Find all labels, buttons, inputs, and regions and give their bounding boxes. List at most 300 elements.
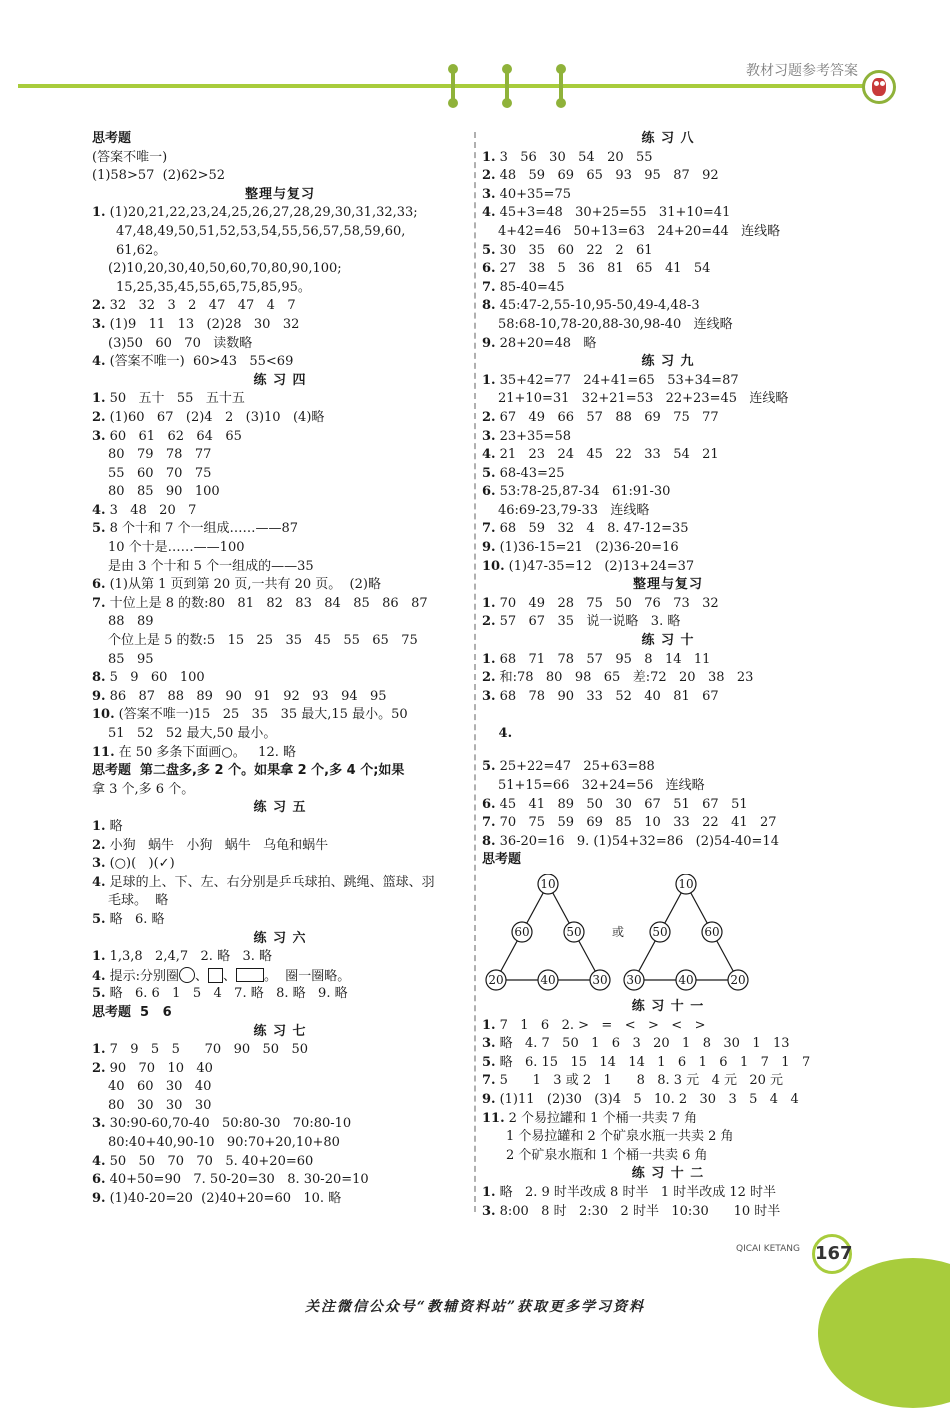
footer-brand: QICAI KETANG — [736, 1244, 800, 1254]
section-heading — [482, 576, 854, 595]
answer-line — [482, 428, 854, 447]
answer-line — [482, 1147, 854, 1166]
answer-text: 70 75 59 69 85 10 33 22 41 27 — [499, 815, 777, 831]
question-number: 10. — [92, 707, 115, 723]
answer-line — [482, 502, 854, 521]
triangle-b-left: 50 — [652, 924, 668, 939]
answer-line — [92, 576, 468, 595]
answer-text: 1,3,8 2,4,7 2. 略 3. 略 — [109, 949, 272, 965]
section-heading — [482, 130, 854, 149]
answer-text: 55 60 70 75 — [108, 465, 212, 481]
question-number: 11. — [482, 1110, 505, 1126]
question-number: 5. — [92, 986, 106, 1002]
answer-line — [92, 613, 468, 632]
answer-line — [92, 837, 468, 856]
answer-text: 60 61 62 64 65 — [109, 428, 242, 444]
answer-text: 86 87 88 89 90 91 92 93 94 95 — [109, 688, 387, 704]
answer-line — [482, 242, 854, 261]
answer-text: 练 习 四 — [253, 372, 307, 388]
answer-line — [482, 613, 854, 632]
answer-line — [482, 149, 854, 168]
question-number: 8. — [482, 298, 496, 314]
page-number: 167 — [812, 1234, 852, 1274]
question-number: 1. — [482, 595, 496, 611]
binder-pin-icon — [556, 64, 566, 108]
answer-line — [482, 409, 854, 428]
right-answer-column — [482, 130, 854, 1221]
section-heading — [92, 372, 468, 391]
answer-text: 61,62。 — [116, 242, 167, 258]
answer-line — [92, 818, 468, 837]
answer-text: 整理与复习 — [244, 186, 315, 202]
question-number: 7. — [482, 1073, 496, 1089]
answer-line — [92, 762, 468, 781]
answer-text: 68-43=25 — [499, 465, 565, 481]
answer-text: 21+10=31 32+21=53 22+23=45 连线略 — [498, 391, 789, 407]
answer-text: (答案不唯一)15 25 35 35 最大,15 最小。50 — [118, 707, 408, 723]
footer-decoration — [818, 1258, 950, 1408]
answer-text: 40+35=75 — [499, 186, 571, 202]
answer-line — [482, 279, 854, 298]
answer-line — [92, 651, 468, 670]
answer-line — [92, 1097, 468, 1116]
answer-text: 27 38 5 36 81 65 41 54 — [499, 261, 711, 277]
answer-text: 10 个十是……——100 — [108, 540, 245, 556]
triangle-a-left: 60 — [514, 924, 530, 939]
question-number: 3. — [482, 1036, 496, 1052]
answer-line — [92, 985, 468, 1004]
answer-text: 练 习 六 — [253, 930, 307, 946]
answer-line — [482, 335, 854, 354]
answer-text: 。 圈一圈略。 — [264, 968, 351, 984]
answer-line — [92, 669, 468, 688]
question-number: 1. — [482, 149, 496, 165]
answer-text: (1)从第 1 页到第 20 页,一共有 20 页。 (2)略 — [109, 577, 381, 593]
answer-text: 十位上是 8 的数:80 81 82 83 84 85 86 87 — [109, 595, 428, 611]
answer-text: 80:40+40,90-10 90:70+20,10+80 — [108, 1135, 340, 1151]
question-number: 1. — [482, 1184, 496, 1200]
question-number: 4. — [92, 968, 106, 984]
number-triangle-diagrams — [482, 874, 854, 998]
answer-line — [92, 279, 468, 298]
answer-text: 拿 3 个,多 6 个。 — [92, 781, 195, 797]
page-header-title: 教材习题参考答案 — [746, 63, 858, 79]
question-number: 2. — [92, 409, 106, 425]
answer-line — [482, 758, 854, 777]
answer-text: (答案不唯一) — [92, 149, 168, 165]
answer-line — [482, 1072, 854, 1091]
answer-line — [92, 446, 468, 465]
section-heading — [482, 1165, 854, 1184]
header-rule — [18, 84, 870, 88]
binder-pin-icon — [448, 64, 458, 108]
answer-line — [482, 814, 854, 833]
question-number: 7. — [482, 521, 496, 537]
question-number: 4. — [92, 502, 106, 518]
answer-text: 略 6. 6 1 5 4 7. 略 8. 略 9. 略 — [109, 986, 348, 1002]
answer-text: 35+42=77 24+41=65 53+34=87 — [499, 372, 739, 388]
question-number: 3. — [482, 688, 496, 704]
answer-text: 略 4. 7 50 1 6 3 20 1 8 30 1 13 — [499, 1036, 790, 1052]
question-number: 6. — [92, 1172, 106, 1188]
question-number: 1. — [92, 818, 106, 834]
question-number: 10. — [482, 558, 505, 574]
binder-pin-icon — [502, 64, 512, 108]
answer-line — [92, 335, 468, 354]
answer-line — [92, 204, 468, 223]
answer-text: 个位上是 5 的数:5 15 25 35 45 55 65 75 — [108, 633, 418, 649]
question-number: 7. — [92, 595, 106, 611]
question-number: 5. — [482, 242, 496, 258]
question-number: 9. — [92, 688, 106, 704]
answer-text: 85-40=45 — [499, 279, 565, 295]
answer-text: 思考题 5 6 — [92, 1004, 172, 1020]
question-number: 5. — [92, 911, 106, 927]
question-number: 2. — [482, 670, 496, 686]
answer-line — [482, 446, 854, 465]
answer-text: 略 — [109, 818, 123, 834]
triangle-b-bottom-right: 20 — [730, 972, 746, 987]
answer-line — [482, 595, 854, 614]
answer-text: 53:78-25,87-34 61:91-30 — [499, 484, 671, 500]
column-divider — [474, 132, 476, 1212]
answer-text: 提示:分别圈 — [109, 968, 179, 984]
question-number: 6. — [482, 261, 496, 277]
answer-text: 32 32 3 2 47 47 4 7 — [109, 298, 296, 314]
question-number: 2. — [482, 168, 496, 184]
answer-text: 练 习 九 — [641, 354, 695, 370]
question-number: 1. — [92, 1042, 106, 1058]
answer-text: 68 71 78 57 95 8 14 11 — [499, 651, 711, 667]
answer-line — [482, 558, 854, 577]
answer-text: (○)( )(✓) — [109, 856, 175, 872]
answer-line — [92, 428, 468, 447]
answer-text: 整理与复习 — [632, 577, 703, 593]
answer-text: 8 个十和 7 个一组成……——87 — [109, 521, 299, 537]
question-number: 3. — [92, 856, 106, 872]
answer-text: 68 78 90 33 52 40 81 67 — [499, 688, 719, 704]
question-number: 4. — [482, 205, 496, 221]
answer-text: 略 6. 15 15 14 14 1 6 1 6 1 7 1 7 — [499, 1054, 811, 1070]
circle-shape-icon — [179, 967, 195, 983]
answer-line — [92, 706, 468, 725]
answer-text: 57 67 35 说一说略 3. 略 — [499, 614, 681, 630]
question-number: 4. — [92, 354, 106, 370]
answer-line — [92, 1134, 468, 1153]
answer-text: 45+3=48 30+25=55 31+10=41 — [499, 205, 731, 221]
answer-text: 3 48 20 7 — [109, 502, 197, 518]
question-number: 5. — [482, 1054, 496, 1070]
section-heading — [92, 1023, 468, 1042]
answer-line — [482, 1017, 854, 1036]
answer-text: (1)20,21,22,23,24,25,26,27,28,29,30,31,32,33; — [109, 205, 418, 221]
section-heading — [92, 930, 468, 949]
answer-text: (3)50 60 70 读数略 — [108, 335, 253, 351]
answer-text: 80 85 90 100 — [108, 484, 220, 500]
answer-line — [92, 1190, 468, 1209]
section-heading — [482, 632, 854, 651]
vertical-calc-line: 4. — [482, 706, 854, 758]
answer-line — [482, 851, 854, 870]
answer-text: 50 50 70 70 5. 40+20=60 — [109, 1153, 314, 1169]
question-number: 4. — [92, 1153, 106, 1169]
question-number: 8. — [482, 833, 496, 849]
triangle-a-bottom-mid: 40 — [540, 972, 556, 987]
answer-text: (1)60 67 (2)4 2 (3)10 (4)略 — [109, 409, 325, 425]
answer-text: 28+20=48 略 — [499, 335, 597, 351]
answer-line — [92, 874, 468, 893]
section-heading — [92, 186, 468, 205]
answer-line — [92, 316, 468, 335]
triangle-b-bottom-mid: 40 — [678, 972, 694, 987]
answer-line — [92, 558, 468, 577]
question-number: 7. — [482, 279, 496, 295]
answer-text: 2 个矿泉水瓶和 1 个桶一共卖 6 角 — [506, 1147, 708, 1163]
answer-line — [92, 409, 468, 428]
answer-line — [92, 465, 468, 484]
answer-text: 7 1 6 2. > = < > < > — [499, 1017, 706, 1033]
question-number: 1. — [482, 372, 496, 388]
answer-text: 1 个易拉罐和 2 个矿泉水瓶一共卖 2 角 — [506, 1129, 734, 1145]
answer-text: 90 70 10 40 — [109, 1060, 213, 1076]
answer-line — [482, 204, 854, 223]
answer-text: 5 9 60 100 — [109, 670, 205, 686]
question-number: 6. — [482, 484, 496, 500]
question-number: 1. — [92, 391, 106, 407]
question-number: 3. — [482, 1203, 496, 1219]
answer-text: 88 89 — [108, 614, 154, 630]
triangle-a-bottom-left: 20 — [488, 972, 504, 987]
answer-line — [482, 465, 854, 484]
question-number: 4. — [92, 874, 106, 890]
answer-line — [92, 1078, 468, 1097]
answer-line — [482, 316, 854, 335]
answer-line — [92, 632, 468, 651]
question-number: 1. — [92, 205, 106, 221]
answer-text: 40 60 30 40 — [108, 1079, 212, 1095]
answer-line — [92, 520, 468, 539]
answer-text: 练 习 八 — [641, 131, 695, 146]
answer-line — [482, 483, 854, 502]
answer-line — [482, 297, 854, 316]
answer-line — [92, 948, 468, 967]
question-number: 2. — [482, 614, 496, 630]
triangle-b-bottom-left: 30 — [626, 972, 642, 987]
question-number: 3. — [482, 428, 496, 444]
answer-text: 练 习 七 — [253, 1023, 307, 1039]
answer-text: 51 52 52 最大,50 最小。 — [108, 726, 277, 741]
answer-line — [482, 651, 854, 670]
answer-text: 30:90-60,70-40 50:80-30 70:80-10 — [109, 1116, 352, 1132]
answer-text: 思考题 — [482, 852, 522, 868]
triangle-b-top: 10 — [678, 876, 694, 891]
answer-line — [482, 186, 854, 205]
answer-line — [92, 130, 468, 149]
rectangle-shape-icon — [236, 968, 264, 982]
answer-line — [92, 242, 468, 261]
answer-line — [92, 502, 468, 521]
answer-text: 在 50 多条下面画○。 12. 略 — [118, 744, 296, 760]
question-number: 9. — [92, 1190, 106, 1206]
answer-text: 58:68-10,78-20,88-30,98-40 连线略 — [498, 316, 733, 332]
answer-text: 4+42=46 50+13=63 24+20=44 连线略 — [498, 223, 781, 239]
answer-text: (1)47-35=12 (2)13+24=37 — [508, 558, 695, 574]
answer-line — [92, 781, 468, 800]
answer-line — [92, 1060, 468, 1079]
question-number: 3. — [92, 1116, 106, 1132]
answer-line — [92, 688, 468, 707]
answer-line — [482, 390, 854, 409]
answer-text: (2)10,20,30,40,50,60,70,80,90,100; — [108, 261, 342, 277]
answer-line — [482, 223, 854, 242]
answer-text: 是由 3 个十和 5 个一组成的——35 — [108, 558, 314, 574]
answer-line — [92, 483, 468, 502]
mascot-icon — [862, 70, 896, 104]
answer-text: 21 23 24 45 22 33 54 21 — [499, 447, 719, 463]
answer-line — [92, 297, 468, 316]
question-number: 4. — [482, 447, 496, 463]
answer-line — [92, 260, 468, 279]
answer-line — [92, 911, 468, 930]
answer-line — [92, 1153, 468, 1172]
answer-text: 思考题 第二盘多,多 2 个。如果拿 2 个,多 4 个;如果 — [92, 763, 405, 779]
section-heading — [482, 353, 854, 372]
answer-line — [92, 390, 468, 409]
answer-line: 4. 提示:分别圈 、 、 。 圈一圈略。 — [92, 968, 351, 984]
question-number: 1. — [482, 1017, 496, 1033]
question-number: 2. — [92, 837, 106, 853]
answer-line — [482, 796, 854, 815]
answer-line — [92, 353, 468, 372]
answer-text: 练 习 五 — [253, 800, 307, 816]
answer-text: 68 59 32 4 8. 47-12=35 — [499, 521, 689, 537]
answer-line — [92, 744, 468, 763]
answer-line — [92, 595, 468, 614]
answer-line — [482, 1110, 854, 1129]
answer-line — [92, 725, 468, 744]
answer-line — [92, 855, 468, 874]
answer-text: 46:69-23,79-33 连线略 — [498, 502, 650, 518]
answer-line — [482, 777, 854, 796]
answer-line — [482, 833, 854, 852]
answer-line — [482, 1184, 854, 1203]
answer-line — [482, 1091, 854, 1110]
answer-line — [482, 1035, 854, 1054]
answer-text: 80 79 78 77 — [108, 447, 212, 463]
question-number: 6. — [92, 577, 106, 593]
section-heading — [482, 998, 854, 1017]
question-number: 2. — [482, 409, 496, 425]
answer-text: 36-20=16 9. (1)54+32=86 (2)54-40=14 — [499, 833, 779, 849]
answer-text: (答案不唯一) 60>43 55<69 — [109, 354, 294, 370]
answer-line — [482, 260, 854, 279]
answer-text: 毛球。 略 — [108, 893, 169, 909]
answer-text: 思考题 — [92, 131, 132, 146]
triangle-b-right: 60 — [704, 924, 720, 939]
answer-text: 45:47-2,55-10,95-50,49-4,48-3 — [499, 298, 700, 314]
answer-line — [482, 167, 854, 186]
question-number: 5. — [482, 759, 496, 775]
answer-text: 15,25,35,45,55,65,75,85,95。 — [116, 279, 311, 295]
question-number: 6. — [482, 796, 496, 812]
answer-text: 80 30 30 30 — [108, 1097, 212, 1113]
answer-text: (1)40-20=20 (2)40+20=60 10. 略 — [109, 1190, 342, 1206]
answer-line — [92, 892, 468, 911]
answer-text: 67 49 66 57 88 69 75 77 — [499, 409, 719, 425]
answer-line — [92, 539, 468, 558]
question-number: 9. — [482, 1091, 496, 1107]
answer-text: 略 2. 9 时半改成 8 时半 1 时半改成 12 时半 — [499, 1184, 777, 1200]
question-number: 3. — [92, 316, 106, 332]
question-number: 7. — [482, 815, 496, 831]
question-number: 5. — [92, 521, 106, 537]
answer-text: 47,48,49,50,51,52,53,54,55,56,57,58,59,60, — [116, 223, 406, 239]
left-answer-column — [92, 130, 468, 1208]
answer-line — [482, 372, 854, 391]
answer-text: 45 41 89 50 30 67 51 67 51 — [499, 796, 748, 812]
answer-text: 小狗 蜗牛 小狗 蜗牛 乌龟和蜗牛 — [109, 837, 329, 853]
answer-text: 练 习 十 一 — [631, 998, 705, 1014]
answer-text: 和:78 80 98 65 差:72 20 38 23 — [499, 670, 754, 686]
triangle-a-right: 50 — [566, 924, 582, 939]
answer-line — [482, 1054, 854, 1073]
answer-line — [482, 539, 854, 558]
answer-text: 2 个易拉罐和 1 个桶一共卖 7 角 — [508, 1110, 698, 1126]
answer-line — [482, 520, 854, 539]
answer-line — [92, 1115, 468, 1134]
answer-line — [92, 1171, 468, 1190]
answer-text: 23+35=58 — [499, 428, 571, 444]
question-number: 3. — [92, 428, 106, 444]
triangle-a-bottom-right: 30 — [592, 972, 608, 987]
answer-text: 70 49 28 75 50 76 73 32 — [499, 595, 719, 611]
answer-text: 48 59 69 65 93 95 87 92 — [499, 168, 719, 184]
answer-line — [92, 149, 468, 168]
answer-text: 练 习 十 二 — [631, 1166, 705, 1182]
answer-text: 8:00 8 时 2:30 2 时半 10:30 10 时半 — [499, 1203, 781, 1219]
answer-text: 3 56 30 54 20 55 — [499, 149, 653, 165]
question-number: 9. — [482, 335, 496, 351]
answer-line — [92, 1041, 468, 1060]
answer-line — [482, 688, 854, 707]
question-number: 1. — [482, 651, 496, 667]
triangle-or-label: 或 — [611, 924, 625, 939]
footer-note: 关注微信公众号“教辅资料站”获取更多学习资料 — [304, 1299, 646, 1315]
answer-line — [92, 167, 468, 186]
answer-text: 40+50=90 7. 50-20=30 8. 30-20=10 — [109, 1172, 369, 1188]
question-number: 11. — [92, 744, 115, 760]
question-number: 9. — [482, 540, 496, 556]
answer-text: 50 五十 55 五十五 — [109, 391, 245, 407]
question-number: 2. — [92, 298, 106, 314]
answer-line — [482, 1203, 854, 1222]
answer-text: (1)11 (2)30 (3)4 5 10. 2 30 3 5 4 4 — [499, 1091, 799, 1107]
answer-line — [482, 669, 854, 688]
section-heading — [92, 799, 468, 818]
answer-text: 7 9 5 5 70 90 50 50 — [109, 1042, 309, 1058]
question-number: 5. — [482, 465, 496, 481]
question-number: 2. — [92, 1060, 106, 1076]
square-shape-icon — [208, 968, 223, 983]
triangle-a-top: 10 — [540, 876, 556, 891]
answer-line — [92, 223, 468, 242]
answer-line — [482, 1128, 854, 1147]
answer-line — [92, 1004, 468, 1023]
answer-text: 25+22=47 25+63=88 — [499, 759, 655, 775]
question-number: 3. — [482, 186, 496, 202]
answer-text: 练 习 十 — [641, 633, 695, 649]
answer-text: 足球的上、下、左、右分别是乒乓球拍、跳绳、篮球、羽 — [109, 874, 435, 890]
